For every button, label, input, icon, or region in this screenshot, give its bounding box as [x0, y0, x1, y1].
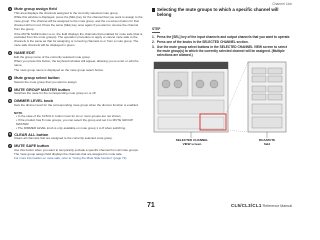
item-number-badge: 5 — [9, 99, 11, 104]
item-paragraph: Sets the dimmer level for the corresponding mute group when the dimmer function is enabled. — [14, 102, 139, 107]
item-paragraph: Edit the group name of the currently selected mute group. — [14, 54, 91, 59]
description-item — [8, 7, 144, 48]
step-text: Press one of the knobs in the SELECTED CHANNEL section. — [156, 40, 249, 44]
item-title: DIMMER LEVEL knob — [14, 99, 53, 104]
step-label: STEP — [152, 27, 161, 32]
section-marker-icon — [152, 8, 155, 12]
mute-group-button — [252, 94, 266, 100]
mute-group-area — [252, 117, 282, 128]
item-paragraph: Switches the mute for the corresponding mute group on or off. — [14, 91, 97, 96]
item-paragraph: Clears all channels that are assigned to the currently selected mute group. — [14, 136, 113, 141]
description-item — [8, 76, 144, 85]
description-item — [8, 51, 144, 73]
item-paragraph: Selects the mute group that you want to assign. — [14, 79, 78, 84]
item-number-badge: 7 — [9, 144, 11, 149]
note-item: • In the case of the CL5/CL3, button rows for six or more groups are not shown. — [16, 113, 122, 118]
step-list — [152, 35, 292, 56]
item-title: Mute group assign field — [14, 7, 57, 12]
step-text: Press the [SEL] key of the input channels and output channels that you want to operate. — [156, 35, 291, 40]
item-title: NAME EDIT — [14, 51, 36, 56]
figure-label-left: SELECTED CHANNEL VIEW screen — [175, 138, 209, 146]
mute-group-button — [252, 76, 266, 82]
note-item: • The DIMMER LEVEL knob is only available on mute group 1 to 8 when switching. — [16, 125, 126, 130]
mute-group-button — [268, 76, 282, 82]
item-paragraph: Use this button when you want to temporarily exclude a specific channel from all mute groups. The mute group assign field displays the channels that are assigned to mute safe. — [14, 147, 139, 156]
screen-titlebar — [154, 62, 228, 69]
description-item — [8, 144, 144, 161]
figure-label-right: DCA/MUTE field — [258, 138, 276, 146]
item-number-badge: 6 — [9, 132, 11, 137]
step-item — [152, 45, 292, 57]
mute-group-button — [268, 94, 282, 100]
page-number: 71 — [147, 202, 155, 209]
knob-icon — [162, 80, 170, 88]
description-item — [8, 99, 144, 108]
mute-group-button — [268, 68, 282, 74]
item-paragraph: The mute group name is displayed on the mute group select button. — [14, 67, 104, 72]
chapter-header: Channel Link — [272, 2, 292, 6]
mute-group-button — [252, 86, 266, 92]
item-paragraph: While this window is displayed, press the [SEL] key for the channel that you want to assign to the mute group. The channel will be assigned to the mute group, and the on-screen button for that channel will turn red. Press the same [SEL] key once again if you want to remove the channel from the group. — [14, 15, 143, 31]
manual-name: Reference Manual — [262, 204, 292, 208]
step-item — [152, 40, 292, 44]
item-paragraph: This area displays the channels assigned to the currently selected mute group. — [14, 10, 119, 15]
zoom-line — [226, 130, 248, 132]
item-number-badge: 1 — [9, 7, 11, 11]
step-number: 1. — [152, 35, 155, 40]
item-number-badge: 4 — [9, 87, 11, 92]
mute-group-figure — [152, 60, 292, 152]
item-paragraph: If the MUTE SAFE button is on, the field displays the channels that enabled for mute safe (that is, excluded from the mute groups). The operation procedure to apply or cancel mute safe to the channels is the same as that for assigning or removing channels to or from a mute group. The mute safe channels will be displayed in green. — [14, 31, 144, 48]
note-item: • If the product has 8 mute groups, you can select the group and set it to MUTE GROUP MASTER. — [16, 117, 133, 126]
knob-icon — [174, 80, 182, 88]
item-title: MUTE GROUP MASTER button — [14, 87, 70, 92]
step-number: 3. — [152, 44, 155, 49]
mute-group-button — [252, 68, 266, 74]
item-title: MUTE SAFE button — [14, 144, 49, 149]
brand-name: CL5/CL3/CL1 — [231, 203, 262, 208]
item-number-badge: 2 — [9, 51, 11, 56]
mute-group-button — [268, 86, 282, 92]
screen-panel-c — [158, 100, 224, 114]
description-item — [8, 132, 144, 141]
mute-group-area — [252, 104, 282, 114]
description-item — [8, 87, 144, 96]
cross-reference-link[interactable]: For more information on mute safe, refer to "Using the Mute Safe function" (page 72). — [14, 156, 128, 161]
item-number-badge: 3 — [9, 75, 11, 80]
note-label: NOTE — [14, 110, 23, 115]
left-column — [8, 7, 144, 164]
screen-panel-d — [158, 117, 224, 129]
item-paragraph: When you press this button, the keyboard window will appear, allowing you to enter or edit the name. — [14, 59, 139, 68]
step-number: 2. — [152, 40, 155, 44]
knob-icon — [210, 80, 218, 88]
step-text: Use the mute group select buttons in the SELECTED CHANNEL VIEW screen to select the mute group(s) to which the currently selected channel will be assigned. (Multiple selections are allowed.) — [156, 44, 288, 57]
knob-icon — [196, 80, 204, 88]
footer-brand — [231, 203, 292, 208]
right-column — [152, 7, 292, 57]
item-title: Mute group select button — [14, 75, 60, 80]
section-title: Selecting the mute groups to which a specific channel will belong — [152, 7, 292, 17]
zoom-line — [226, 62, 248, 114]
item-title: CLEAR ALL button — [14, 132, 49, 137]
step-item — [152, 35, 292, 39]
